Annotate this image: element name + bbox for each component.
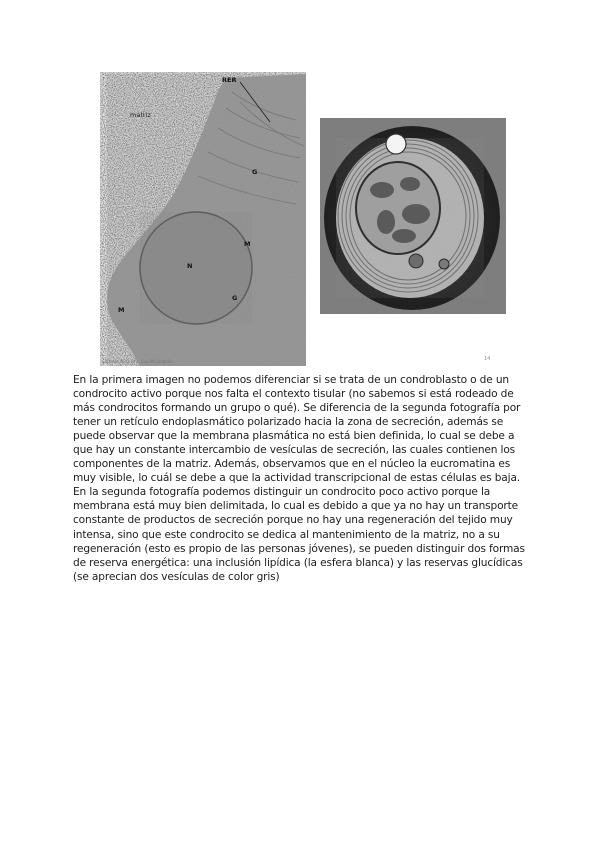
label-nucleus: N — [187, 262, 193, 270]
micrograph-inactive-chondrocyte — [320, 118, 506, 314]
label-golgi-bottom: G — [232, 294, 238, 302]
label-mitochondria-right: M — [244, 240, 251, 248]
label-rer: RER — [222, 76, 237, 84]
label-golgi-top: G — [252, 168, 258, 176]
body-text — [73, 373, 528, 584]
label-matrix: matriz — [130, 111, 151, 119]
micrograph-active-chondrocyte — [100, 72, 306, 366]
paragraph-first-image: En la primera imagen no podemos diferenciar si se trata de un condroblasto o de un condrocito activo porque nos falta el contexto tisular (no sabemos si está rodeado de más condrocitos formando un grupo o qué). Se diferencia de la segunda fotografía por tener un retículo endoplasmático polarizado hacia la zona de secreción, además se puede observar que la membrana plasmática no está bien definida, lo cual se debe a que hay un constante intercambio de vesículas de secreción, las cuales contienen los componentes de la matriz. Además, observamos que en el núcleo la eucromatina es muy visible, lo cuál se debe a que la actividad transcripcional de estas células es baja. — [73, 374, 521, 485]
figure-caption: Cortesía de la Dra. Lisa McLaughlin — [102, 359, 173, 364]
paragraph-second-image: En la segunda fotografía podemos distinguir un condrocito poco activo porque la membrana está muy bien delimitada, lo cual es debido a que ya no hay un transporte constante de productos de secreción porque no hay una regeneración del tejido muy intensa, sino que este condrocito se dedica al mantenimiento de la matriz, no a su regeneración (esto es propio de las personas jóvenes), se pueden distinguir dos formas de reserva energética: una inclusión lipídica (la esfera blanca) y las reservas glucídicas (se aprecian dos vesículas de color gris) — [73, 486, 525, 583]
label-mitochondria-left: M — [118, 306, 125, 314]
micrograph-2-image — [320, 118, 506, 314]
page-number: 14 — [484, 356, 491, 362]
